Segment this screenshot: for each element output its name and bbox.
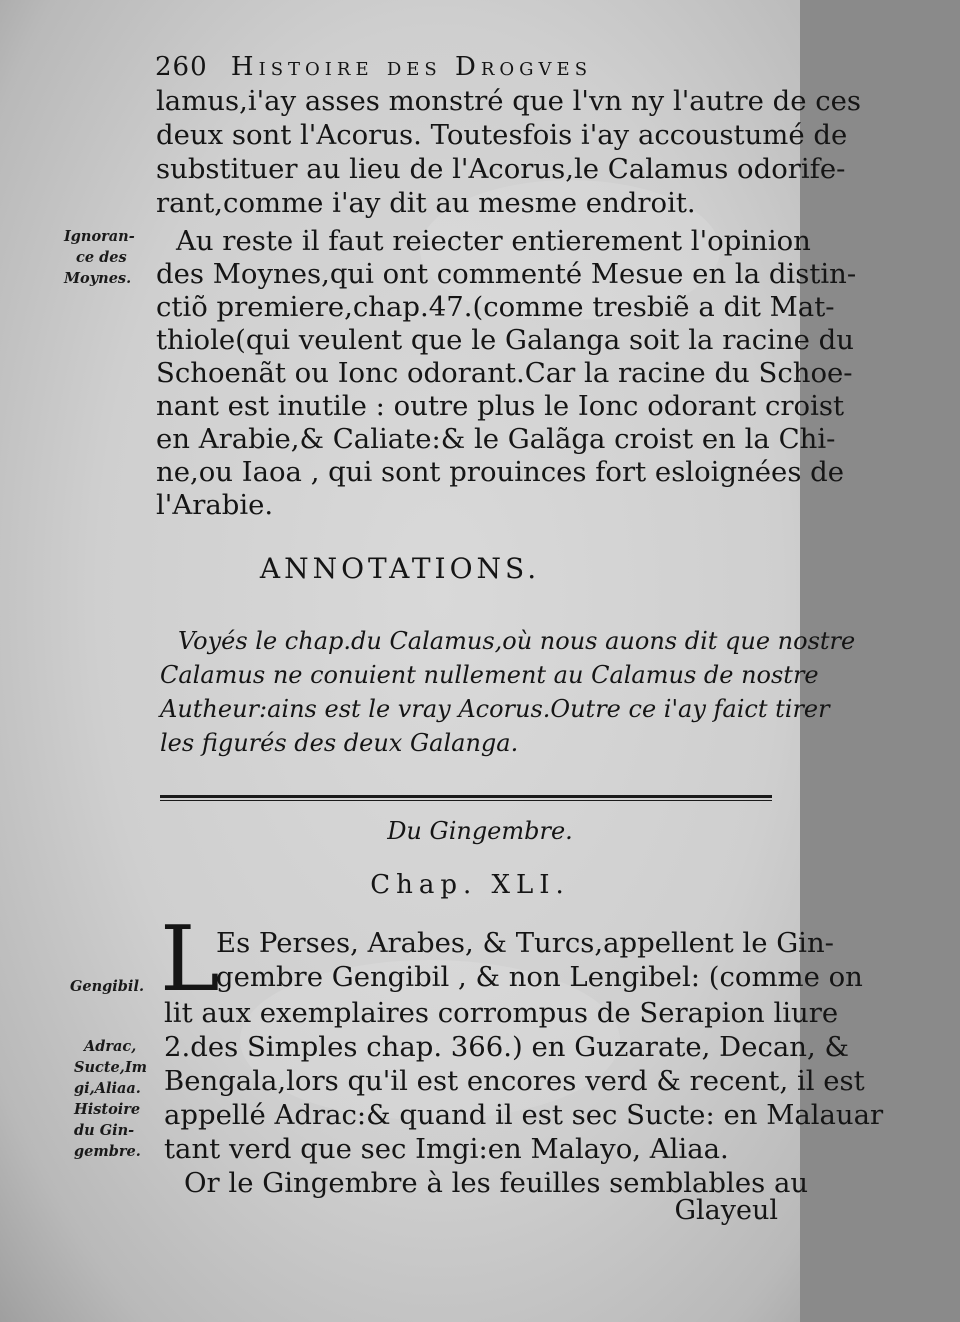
margin-note-ignorance xyxy=(64,226,135,289)
text-line: substituer au lieu de l'Acorus,le Calamus odorife- xyxy=(156,153,846,185)
margin-note-line: Histoire xyxy=(74,1101,141,1118)
section-divider-rule xyxy=(160,795,772,801)
margin-note-line: Ignoran- xyxy=(64,228,135,245)
margin-note-line: du Gin- xyxy=(74,1122,135,1139)
text-line: gembre Gengibil , & non Lengibel: (comme on xyxy=(216,961,863,993)
margin-note-line: gembre. xyxy=(74,1143,141,1160)
text-line: lamus,i'ay asses monstré que l'vn ny l'autre de ces xyxy=(156,85,862,117)
text-line: appellé Adrac:& quand il est sec Sucte: en Malauar xyxy=(164,1099,884,1131)
running-header xyxy=(155,52,592,82)
text-line: Schoenãt ou Ionc odorant.Car la racine du Schoe- xyxy=(156,357,853,389)
text-line: Bengala,lors qu'il est encores verd & recent, il est xyxy=(164,1065,865,1097)
text-line: deux sont l'Acorus. Toutesfois i'ay accoustumé de xyxy=(156,119,848,151)
text-line: ne,ou Iaoa , qui sont prouinces fort esloignées de xyxy=(156,456,845,488)
annotation-line: les figurés des deux Galanga. xyxy=(160,729,519,757)
text-line: des Moynes,qui ont commenté Mesue en la distin- xyxy=(156,258,857,290)
text-line: nant est inutile : outre plus le Ionc odorant croist xyxy=(156,390,845,422)
text-line: Au reste il faut reiecter entierement l'opinion xyxy=(176,225,811,257)
margin-note-line: Sucte,Im xyxy=(74,1059,147,1076)
section-title: Du Gingembre. xyxy=(387,817,573,845)
catchword: Glayeul xyxy=(674,1195,778,1226)
page-number: 260 xyxy=(155,52,208,82)
margin-note-line: ce des xyxy=(76,249,127,266)
margin-note-line: Adrac, xyxy=(84,1038,137,1055)
text-line: ctiõ premiere,chap.47.(comme tresbiẽ a dit Mat- xyxy=(156,291,835,323)
text-line: thiole(qui veulent que le Galanga soit la racine du xyxy=(156,324,854,356)
margin-note-adrac xyxy=(74,1036,147,1162)
margin-note-line: gi,Aliaa. xyxy=(74,1080,141,1097)
text-line: l'Arabie. xyxy=(156,489,274,521)
chapter-label: Chap. XLI. xyxy=(370,870,570,900)
drop-cap: L xyxy=(160,907,220,1012)
text-line: 2.des Simples chap. 366.) en Guzarate, Decan, & xyxy=(164,1031,849,1063)
text-line: rant,comme i'ay dit au mesme endroit. xyxy=(156,187,696,219)
running-title: Histoire des Drogves xyxy=(230,52,593,82)
annotation-line: Voyés le chap.du Calamus,où nous auons dit que nostre xyxy=(178,627,856,655)
annotation-line: Autheur:ains est le vray Acorus.Outre ce i'ay faict tirer xyxy=(160,695,830,723)
text-line: en Arabie,& Caliate:& le Galãga croist en la Chi- xyxy=(156,423,836,455)
margin-note-gengibil xyxy=(70,976,144,997)
text-line: tant verd que sec Imgi:en Malayo, Aliaa. xyxy=(164,1133,729,1165)
margin-note-line: Moynes. xyxy=(64,270,132,287)
margin-note-line: Gengibil. xyxy=(70,978,145,995)
annotations-heading: ANNOTATIONS. xyxy=(259,552,541,585)
text-line: Es Perses, Arabes, & Turcs,appellent le Gin- xyxy=(216,927,834,959)
text-line: Or le Gingembre à les feuilles semblables au xyxy=(184,1167,809,1199)
text-line: lit aux exemplaires corrompus de Serapion liure xyxy=(164,997,839,1029)
annotation-line: Calamus ne conuient nullement au Calamus de nostre xyxy=(160,661,819,689)
